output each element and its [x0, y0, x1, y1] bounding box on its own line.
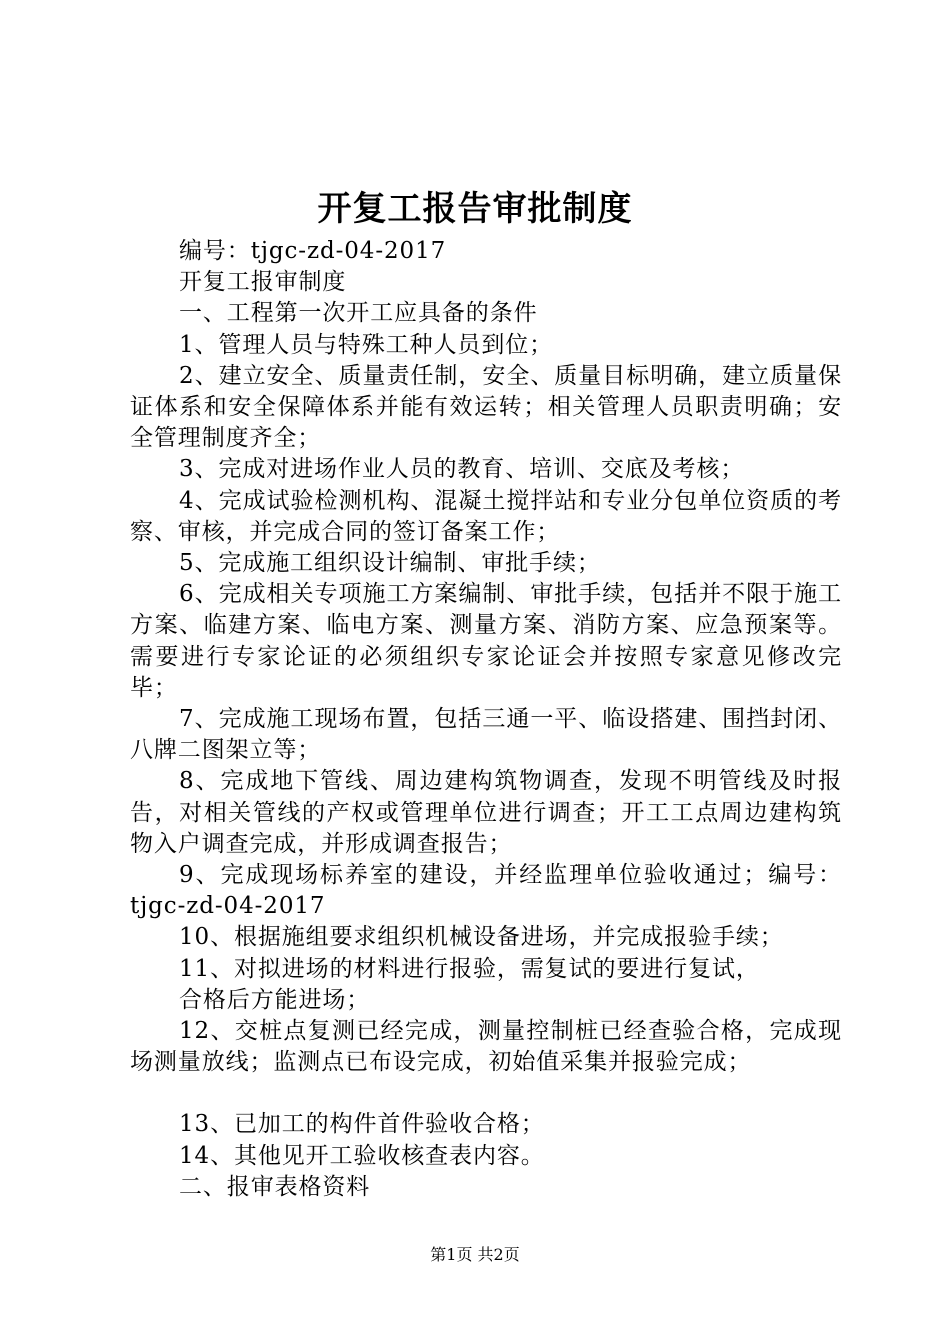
- document-number: 编号：tjgc-zd-04-2017: [179, 238, 447, 264]
- section-heading: 一、工程第一次开工应具备的条件: [179, 300, 538, 327]
- list-item: 6、完成相关专项施工方案编制、审批手续，包括并不限于施工方案、临建方案、临电方案、测量方案、消防方案、应急预案等。需要进行专家论证的必须组织专家论证会并按照专家意见修改完毕；: [130, 581, 842, 701]
- list-item: 1、管理人员与特殊工种人员到位；: [179, 331, 554, 358]
- list-item: 10、根据施组要求组织机械设备进场，并完成报验手续；: [179, 924, 784, 951]
- list-item: 4、完成试验检测机构、混凝土搅拌站和专业分包单位资质的考察、审核，并完成合同的签订备案工作；: [130, 487, 842, 545]
- list-item: 9、完成现场标养室的建设，并经监理单位验收通过；编号：tjgc-zd-04-2017: [130, 862, 842, 920]
- list-item: 14、其他见开工验收核查表内容。: [179, 1142, 545, 1169]
- list-item: 3、完成对进场作业人员的教育、培训、交底及考核；: [179, 456, 745, 483]
- list-item: 8、完成地下管线、周边建构筑物调查，发现不明管线及时报告，对相关管线的产权或管理单位进行调查；开工工点周边建构筑物入户调查完成，并形成调查报告；: [130, 768, 842, 857]
- list-item: 7、完成施工现场布置，包括三通一平、临设搭建、围挡封闭、八牌二图架立等；: [130, 706, 842, 764]
- list-item: 2、建立安全、质量责任制，安全、质量目标明确，建立质量保证体系和安全保障体系并能有效运转；相关管理人员职责明确；安全管理制度齐全；: [130, 362, 842, 452]
- list-item: 12、交桩点复测已经完成，测量控制桩已经查验合格，完成现场测量放线；监测点已布设完成，初始值采集并报验完成；: [130, 1018, 842, 1076]
- document-title: 开复工报告审批制度: [317, 189, 633, 229]
- list-item: 13、已加工的构件首件验收合格；: [179, 1111, 545, 1138]
- list-item-continuation: 合格后方能进场；: [179, 986, 371, 1013]
- list-item: 5、完成施工组织设计编制、审批手续；: [179, 550, 601, 577]
- list-item: 11、对拟进场的材料进行报验，需复试的要进行复试，: [179, 955, 760, 982]
- section-heading: 开复工报审制度: [179, 269, 347, 296]
- section-heading: 二、报审表格资料: [179, 1173, 371, 1200]
- document-body: [130, 236, 842, 1203]
- page-number: 第1页 共2页: [430, 1245, 520, 1264]
